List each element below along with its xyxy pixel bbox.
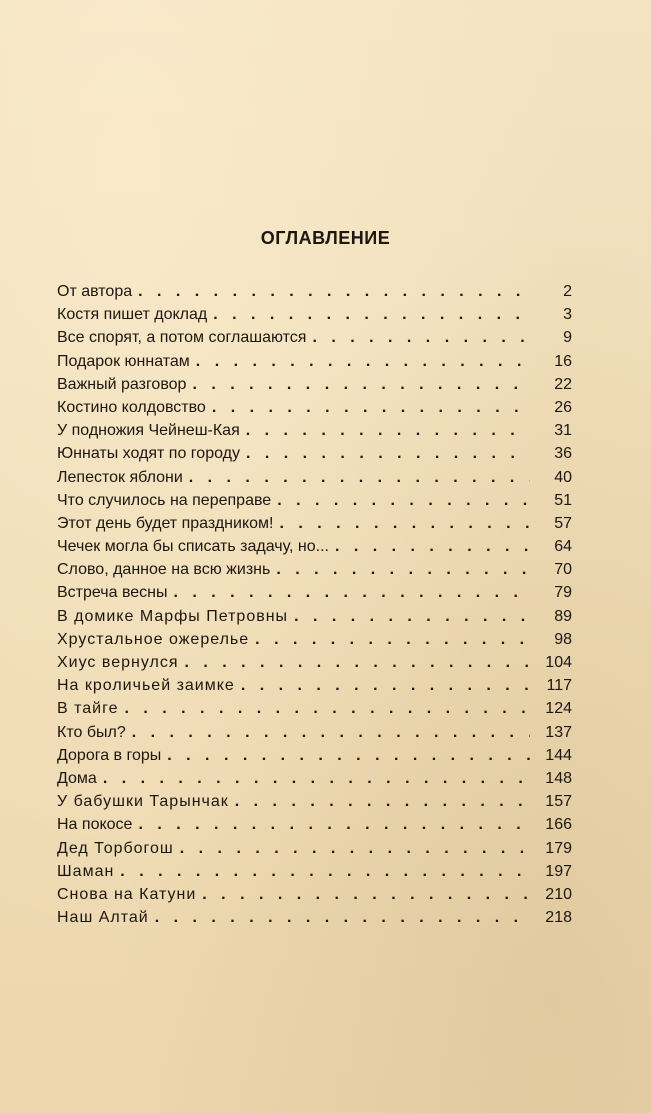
toc-entry-page-number: 98 xyxy=(554,630,572,648)
toc-entry-page-number: 166 xyxy=(545,816,572,834)
toc-entry-title: Лепесток яблони xyxy=(57,468,183,486)
toc-entry-page-number: 79 xyxy=(554,584,572,602)
toc-entry-title: В тайге xyxy=(57,700,119,718)
toc-entry-title: Важный разговор xyxy=(57,375,187,393)
toc-entry-title: Кто был? xyxy=(57,723,126,741)
dot-leader xyxy=(196,353,530,371)
toc-entry-title: Шаман xyxy=(57,862,115,880)
toc-entry-page-number: 137 xyxy=(545,723,572,741)
toc-entry-title: Костино колдовство xyxy=(57,398,206,416)
toc-entry xyxy=(57,909,572,932)
toc-entry xyxy=(57,654,572,677)
toc-entry-title: Чечек могла бы списать задачу, но... xyxy=(57,538,329,556)
dot-leader xyxy=(202,886,530,904)
toc-entry-page-number: 51 xyxy=(554,491,572,509)
dot-leader xyxy=(235,793,530,811)
toc-entry xyxy=(57,631,572,654)
toc-entry xyxy=(57,329,572,352)
toc-entry xyxy=(57,515,572,538)
toc-entry xyxy=(57,445,572,468)
toc-entry xyxy=(57,353,572,376)
toc-entry xyxy=(57,770,572,793)
toc-entry xyxy=(57,584,572,607)
dot-leader xyxy=(103,770,530,788)
toc-entry-title: У бабушки Тарынчак xyxy=(57,793,229,811)
toc-entry-title: На кроличьей заимке xyxy=(57,677,235,695)
dot-leader xyxy=(213,306,530,324)
toc-entry-page-number: 117 xyxy=(546,677,572,695)
toc-entry-page-number: 218 xyxy=(545,909,572,927)
toc-entry xyxy=(57,283,572,306)
dot-leader xyxy=(189,469,530,487)
toc-entry xyxy=(57,492,572,515)
toc-entry-page-number: 22 xyxy=(554,375,572,393)
dot-leader xyxy=(180,840,530,858)
dot-leader xyxy=(120,863,530,881)
dot-leader xyxy=(241,677,530,695)
toc-entry xyxy=(57,608,572,631)
dot-leader xyxy=(132,724,530,742)
toc-entry-title: Костя пишет доклад xyxy=(57,306,208,324)
toc-entry xyxy=(57,399,572,422)
dot-leader xyxy=(138,283,530,301)
dot-leader xyxy=(155,909,530,927)
dot-leader xyxy=(212,399,530,417)
toc-entry xyxy=(57,306,572,329)
toc-entry-title: Дед Торбогош xyxy=(57,839,174,857)
toc-entry-page-number: 40 xyxy=(554,468,572,486)
dot-leader xyxy=(246,445,530,463)
toc-entry-page-number: 70 xyxy=(554,561,572,579)
toc-entry-page-number: 3 xyxy=(563,306,572,324)
dot-leader xyxy=(294,608,530,626)
toc-entry xyxy=(57,469,572,492)
toc-entry-title: Юннаты ходят по городу xyxy=(57,445,240,463)
dot-leader xyxy=(167,747,530,765)
table-of-contents xyxy=(57,283,572,932)
toc-entry-title: Снова на Катуни xyxy=(57,885,197,903)
toc-entry-page-number: 31 xyxy=(554,422,572,440)
toc-entry-title: Подарок юннатам xyxy=(57,352,190,370)
dot-leader xyxy=(192,376,530,394)
toc-entry xyxy=(57,886,572,909)
toc-entry-title: Дома xyxy=(57,769,97,787)
toc-entry-page-number: 36 xyxy=(554,445,572,463)
toc-entry xyxy=(57,561,572,584)
toc-entry xyxy=(57,700,572,723)
toc-entry-title: Встреча весны xyxy=(57,584,168,602)
toc-entry-page-number: 179 xyxy=(545,839,572,857)
toc-entry xyxy=(57,793,572,816)
dot-leader xyxy=(138,816,530,834)
dot-leader xyxy=(335,538,530,556)
toc-entry-title: На покосе xyxy=(57,816,133,834)
dot-leader xyxy=(279,515,530,533)
toc-entry-title: Дорога в горы xyxy=(57,746,162,764)
toc-entry-page-number: 16 xyxy=(554,352,572,370)
toc-entry xyxy=(57,677,572,700)
toc-entry-page-number: 157 xyxy=(545,793,572,811)
dot-leader xyxy=(255,631,530,649)
toc-entry-title: Все спорят, а потом соглашаются xyxy=(57,329,307,347)
toc-entry-page-number: 144 xyxy=(545,746,572,764)
page-title: ОГЛАВЛЕНИЕ xyxy=(260,228,391,248)
dot-leader xyxy=(184,654,530,672)
toc-entry-page-number: 57 xyxy=(554,514,572,532)
toc-entry-title: У подножия Чейнеш-Кая xyxy=(57,422,240,440)
toc-entry-page-number: 9 xyxy=(563,329,572,347)
dot-leader xyxy=(277,492,530,510)
toc-entry xyxy=(57,724,572,747)
toc-entry-title: Наш Алтай xyxy=(57,909,149,927)
toc-entry xyxy=(57,816,572,839)
dot-leader xyxy=(312,329,530,347)
dot-leader xyxy=(124,700,530,718)
toc-entry-title: Хиус вернулся xyxy=(57,654,179,671)
toc-entry-page-number: 197 xyxy=(545,862,572,880)
toc-entry-title: Этот день будет праздником! xyxy=(57,514,274,532)
toc-entry-page-number: 210 xyxy=(545,885,572,903)
toc-entry-page-number: 124 xyxy=(545,700,572,718)
toc-entry-title: В домике Марфы Петровны xyxy=(57,607,289,625)
dot-leader xyxy=(276,561,530,579)
toc-entry-title: От автора xyxy=(57,283,133,300)
dot-leader xyxy=(174,584,531,602)
toc-entry-page-number: 26 xyxy=(554,398,572,416)
toc-entry-page-number: 2 xyxy=(563,283,572,300)
toc-entry-title: Что случилось на переправе xyxy=(57,491,272,509)
dot-leader xyxy=(246,422,530,440)
toc-entry-title: Хрустальное ожерелье xyxy=(57,630,250,648)
toc-entry xyxy=(57,747,572,770)
toc-entry xyxy=(57,538,572,561)
toc-entry-page-number: 148 xyxy=(545,769,572,787)
toc-entry xyxy=(57,422,572,445)
toc-entry-title: Слово, данное на всю жизнь xyxy=(57,561,271,579)
toc-entry-page-number: 89 xyxy=(554,607,572,625)
toc-entry-page-number: 64 xyxy=(554,538,572,556)
toc-entry xyxy=(57,840,572,863)
toc-entry-page-number: 104 xyxy=(545,654,572,671)
toc-entry xyxy=(57,863,572,886)
toc-entry xyxy=(57,376,572,399)
